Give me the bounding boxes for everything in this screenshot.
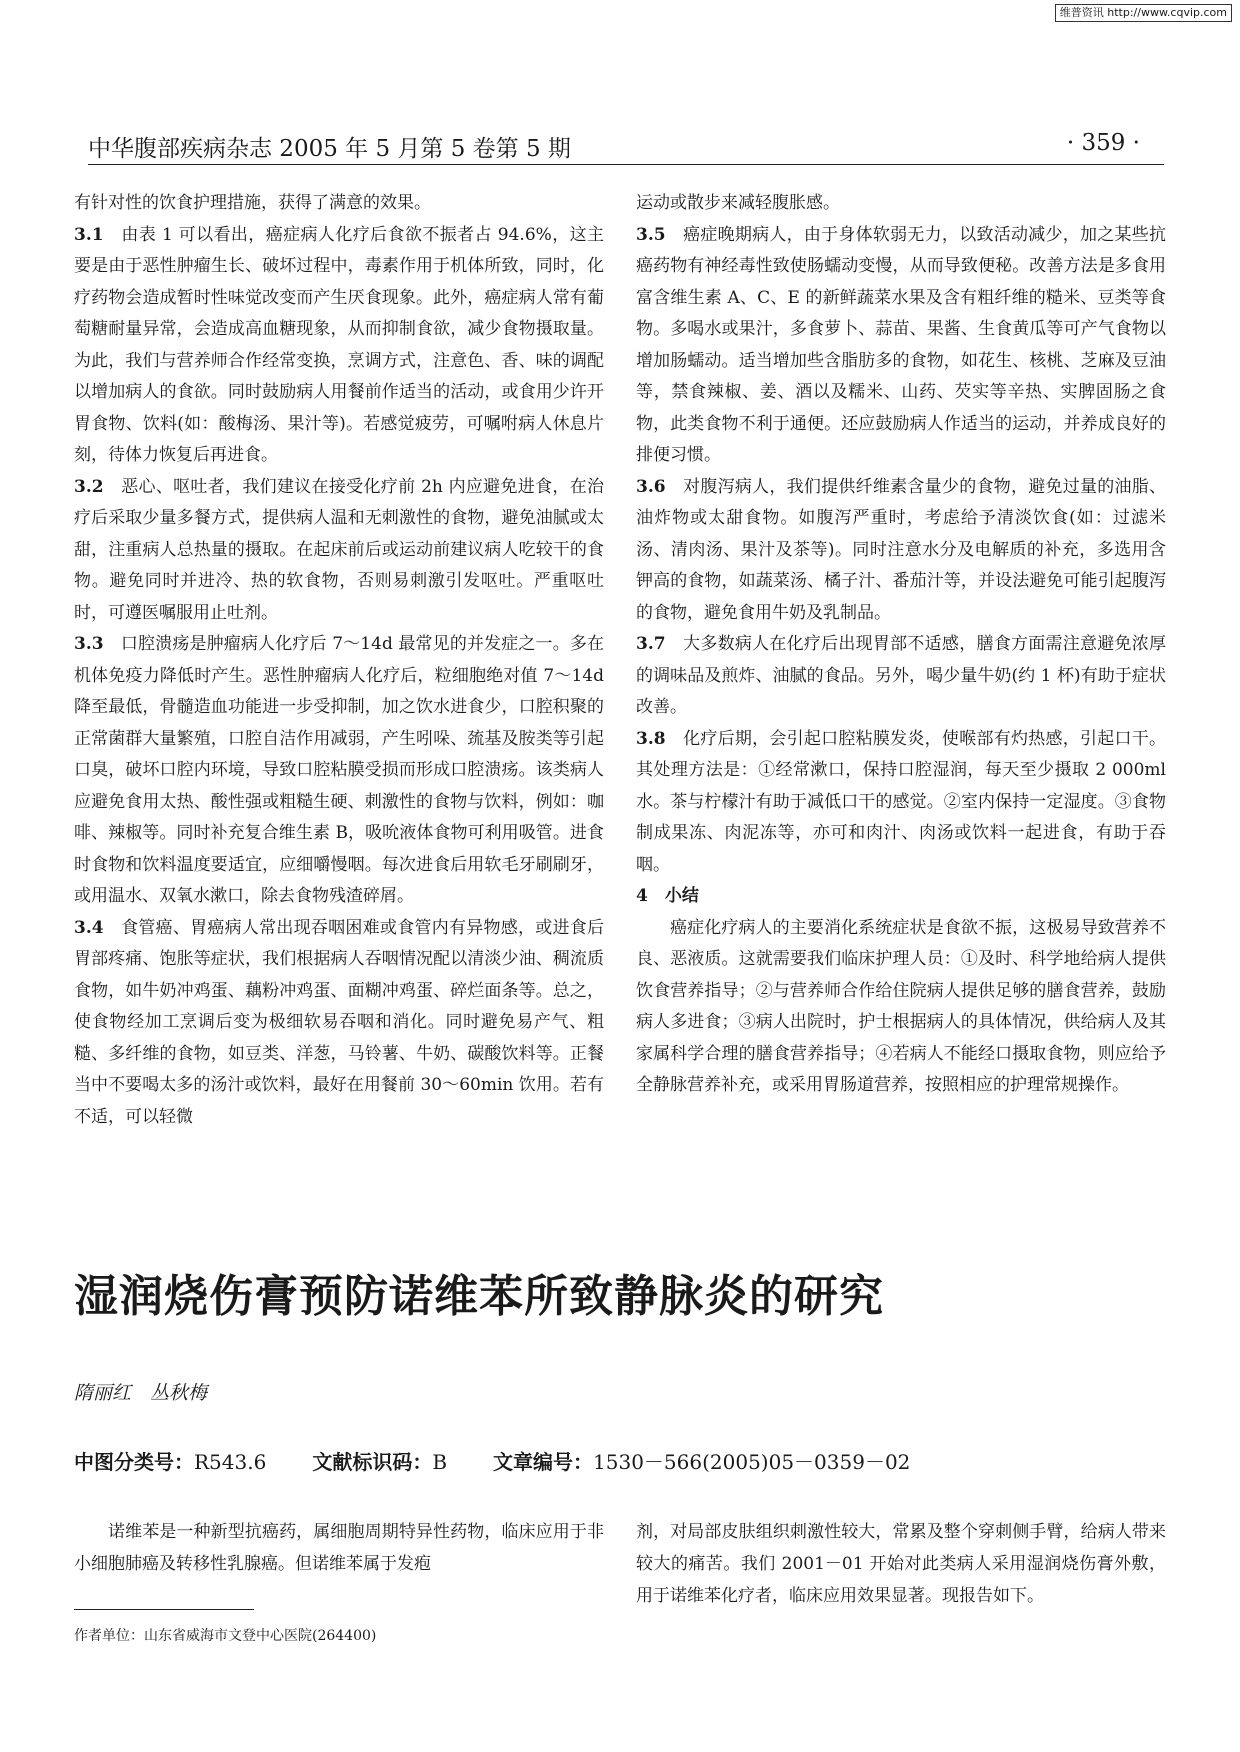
section-3-5 (636, 220, 1166, 472)
doc-code-label: 文献标识码： (312, 1450, 433, 1474)
section-text: 大多数病人在化疗后出现胃部不适感，膳食方面需注意避免浓厚的调味品及煎炸、油腻的食品。另外，喝少量牛奶(约 1 杯)有助于症状改善。 (636, 634, 1167, 717)
authors: 隋丽红 丛秋梅 (74, 1382, 208, 1404)
section-3-8 (636, 724, 1166, 882)
continued-text: 运动或散步来减轻腹胀感。 (636, 193, 840, 213)
journal-title: 中华腹部疾病杂志 2005 年 5 月第 5 卷第 5 期 (88, 136, 571, 162)
summary-heading: 4 小结 (636, 886, 699, 906)
page-number: · 359 · (1066, 130, 1140, 156)
article-body-left: 诺维苯是一种新型抗癌药，属细胞周期特异性药物，临床应用于非小细胞肺癌及转移性乳腺癌。但诺维苯属于发疱 (74, 1522, 604, 1574)
section-number: 3.5 (636, 224, 666, 245)
section-number: 3.1 (74, 224, 104, 245)
section-3-7 (636, 629, 1166, 724)
running-head (88, 130, 1164, 165)
classification-line (74, 1446, 910, 1475)
article-id-value: 1530－566(2005)05－0359－02 (593, 1450, 911, 1474)
section-text: 食管癌、胃癌病人常出现吞咽困难或食管内有异物感，或进食后胃部疼痛、饱胀等症状，我们根据病人吞咽情况配以清淡少油、稠流质食物，如牛奶冲鸡蛋、藕粉冲鸡蛋、面糊冲鸡蛋、碎烂面条等。总之，使食物经加工烹调后变为极细软易吞咽和消化。同时避免易产气、粗糙、多纤维的食物，如豆类、洋葱，马铃薯、牛奶、碳酸饮料等。正餐当中不要喝太多的汤汁或饮料，最好在用餐前 30～60min 饮用。若有不适，可以轻微 (74, 917, 605, 1127)
section-number: 3.4 (74, 917, 104, 938)
right-column (636, 188, 1166, 1102)
section-number: 3.3 (74, 634, 104, 654)
section-3-1 (74, 220, 604, 472)
section-text: 化疗后期，会引起口腔粘膜发炎，使喉部有灼热感，引起口干。其处理方法是：①经常漱口，保持口腔湿润，每天至少摄取 2 000ml 水。茶与柠檬汁有助于减低口干的感觉。②室内保持一定湿度。③食物制成果冻、肉泥冻等，亦可和肉汁、肉汤或饮料一起进食，有助于吞咽。 (636, 728, 1167, 875)
doc-code-value: B (432, 1450, 448, 1474)
article-id-label: 文章编号： (493, 1450, 594, 1474)
continued-text: 有针对性的饮食护理措施，获得了满意的效果。 (74, 193, 431, 213)
section-3-2 (74, 472, 604, 630)
article-body-right: 剂，对局部皮肤组织刺激性较大，常累及整个穿刺侧手臂，给病人带来较大的痛苦。我们 2001－01 开始对此类病人采用湿润烧伤膏外敷，用于诺维苯化疗者，临床应用效果显著。现报告如下。 (636, 1522, 1166, 1606)
article-title: 湿润烧伤膏预防诺维苯所致静脉炎的研究 (74, 1271, 884, 1322)
author-affiliation: 作者单位：山东省威海市文登中心医院(264400) (74, 1628, 377, 1644)
summary-text: 癌症化疗病人的主要消化系统症状是食欲不振，这极易导致营养不良、恶液质。这就需要我们临床护理人员：①及时、科学地给病人提供饮食营养指导；②与营养师合作给住院病人提供足够的膳食营养，鼓励病人多进食；③病人出院时，护士根据病人的具体情况，供给病人及其家属科学合理的膳食营养指导；④若病人不能经口摄取食物，则应给予全静脉营养补充，或采用胃肠道营养，按照相应的护理常规操作。 (636, 917, 1166, 1095)
watermark: 维普资讯 http://www.cqvip.com (1055, 4, 1232, 22)
section-number: 3.2 (74, 476, 104, 497)
left-column (74, 188, 604, 1133)
section-number: 3.6 (636, 476, 666, 497)
section-text: 恶心、呕吐者，我们建议在接受化疗前 2h 内应避免进食，在治疗后采取少量多餐方式，提供病人温和无刺激性的食物，避免油腻或太甜，注重病人总热量的摄取。在起床前后或运动前建议病人吃较干的食物。避免同时并进冷、热的软食物，否则易刺激引发呕吐。严重呕吐时，可遵医嘱服用止吐剂。 (74, 476, 605, 623)
section-text: 由表 1 可以看出，癌症病人化疗后食欲不振者占 94.6%，这主要是由于恶性肿瘤生长、破坏过程中，毒素作用于机体所致，同时，化疗药物会造成暂时性味觉改变而产生厌食现象。此外，癌症病人常有葡萄糖耐量异常，会造成高血糖现象，从而抑制食欲，减少食物摄取量。为此，我们与营养师合作经常变换，烹调方式，注意色、香、味的调配以增加病人的食欲。同时鼓励病人用餐前作适当的活动，或食用少许开胃食物、饮料(如：酸梅汤、果汁等)。若感觉疲劳，可嘱咐病人休息片刻，待体力恢复后再进食。 (74, 224, 605, 465)
section-number: 3.8 (636, 728, 666, 749)
section-text: 对腹泻病人，我们提供纤维素含量少的食物，避免过量的油脂、油炸物或太甜食物。如腹泻严重时，考虑给予清淡饮食(如：过滤米汤、清肉汤、果汁及茶等)。同时注意水分及电解质的补充，多选用含钾高的食物，如蔬菜汤、橘子汁、番茄汁等，并设法避免可能引起腹泻的食物，避免食用牛奶及乳制品。 (636, 476, 1167, 623)
class-label: 中图分类号： (74, 1450, 194, 1474)
section-text: 癌症晚期病人，由于身体软弱无力，以致活动减少，加之某些抗癌药物有神经毒性致使肠蠕动变慢，从而导致便秘。改善方法是多食用富含维生素 A、C、E 的新鲜蔬菜水果及含有粗纤维的糙米、豆类等食物。多喝水或果汁，多食萝卜、蒜苗、果酱、生食黄瓜等可产气食物以增加肠蠕动。适当增加些含脂肪多的食物，如花生、核桃、芝麻及豆油等，禁食辣椒、姜、酒以及糯米、山药、芡实等辛热、实脾固肠之食物，此类食物不利于通便。还应鼓励病人作适当的运动，并养成良好的排便习惯。 (636, 224, 1167, 465)
section-number: 3.7 (636, 634, 666, 654)
class-value: R543.6 (194, 1450, 267, 1474)
section-text: 口腔溃疡是肿瘤病人化疗后 7～14d 最常见的并发症之一。多在机体免疫力降低时产生。恶性肿瘤病人化疗后，粒细胞绝对值 7～14d 降至最低，骨髓造血功能进一步受抑制，加之饮水进食少，口腔积聚的正常菌群大量繁殖，口腔自洁作用减弱，产生吲哚、巯基及胺类等引起口臭，破坏口腔内环境，导致口腔粘膜受损而形成口腔溃疡。该类病人应避免食用太热、酸性强或粗糙生硬、刺激性的食物与饮料，例如：咖啡、辣椒等。同时补充复合维生素 B，吸吮液体食物可利用吸管。进食时食物和饮料温度要适宜，应细嚼慢咽。每次进食后用软毛牙刷刷牙，或用温水、双氧水漱口，除去食物残渣碎屑。 (74, 634, 604, 906)
section-3-4 (74, 913, 604, 1134)
footnote-rule (74, 1609, 254, 1610)
section-3-3 (74, 629, 604, 913)
section-3-6 (636, 472, 1166, 630)
